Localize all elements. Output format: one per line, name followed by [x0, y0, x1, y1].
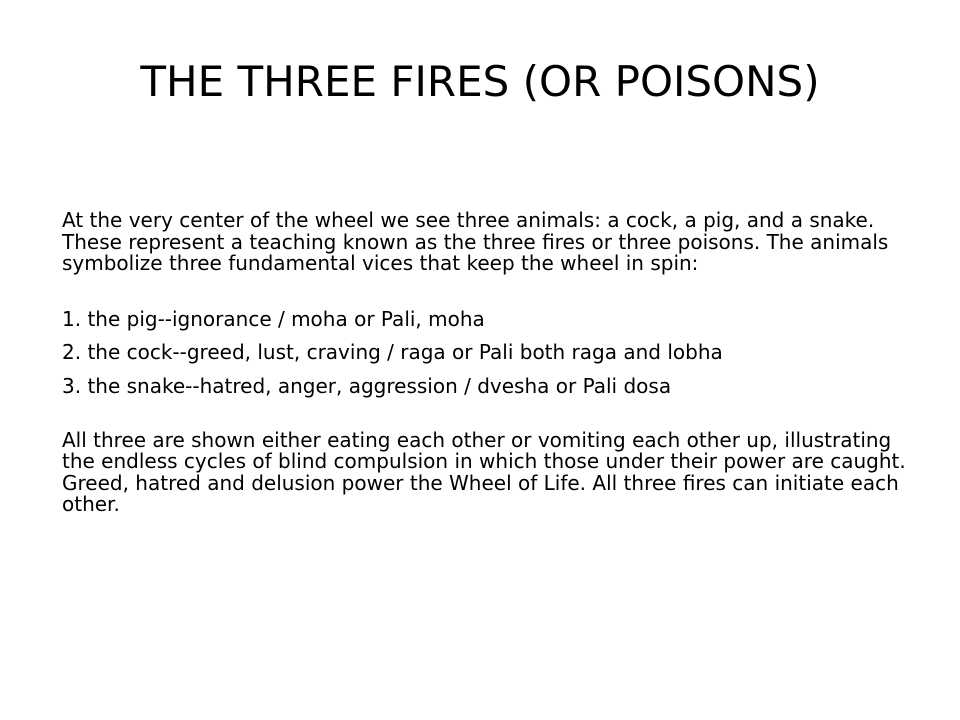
slide-body	[62, 210, 912, 516]
list-item-pig: 1. the pig--ignorance / moha or Pali, moha	[62, 306, 485, 331]
slide-title: THE THREE FIRES (OR POISONS)	[140, 57, 820, 106]
list-item-cock: 2. the cock--greed, lust, craving / raga or Pali both raga and lobha	[62, 340, 723, 365]
three-fires-list	[62, 306, 912, 398]
closing-paragraph: All three are shown either eating each other or vomiting each other up, illustrating the endless cycles of blind compulsion in which those under their power are caught. Greed, hatred and delusion power the Wheel of Life. All three fires can initiate each other.	[62, 427, 906, 517]
list-item-snake: 3. the snake--hatred, anger, aggression / dvesha or Pali dosa	[62, 373, 672, 398]
intro-paragraph: At the very center of the wheel we see three animals: a cock, a pig, and a snake. These represent a teaching known as the three fires or three poisons. The animals symbolize three fundamental vices that keep the wheel in spin:	[62, 208, 889, 276]
